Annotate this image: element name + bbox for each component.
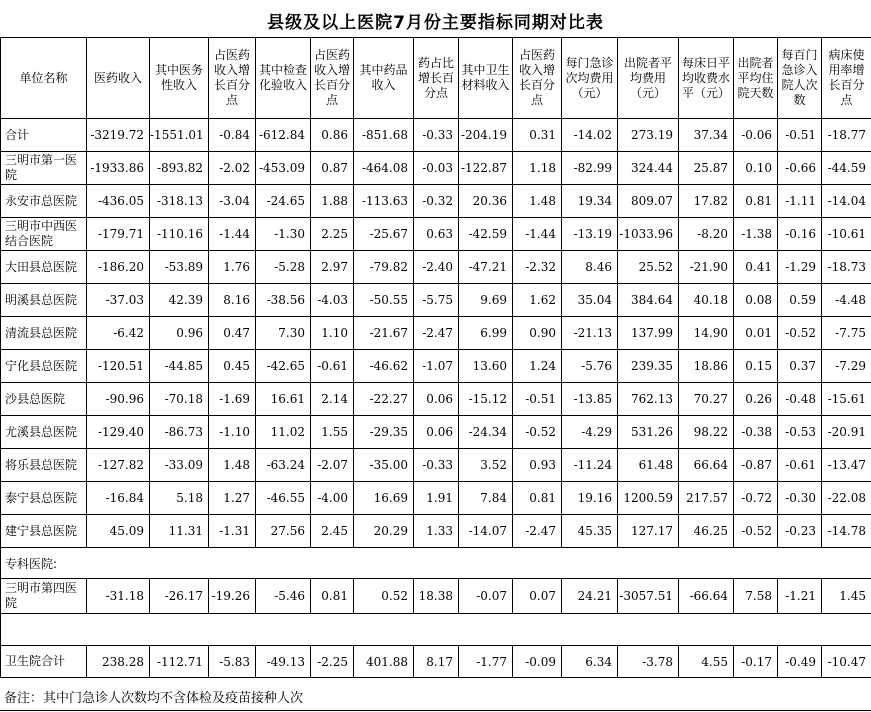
data-cell: -0.09	[513, 646, 562, 678]
data-cell: -21.13	[562, 317, 618, 350]
data-cell: -4.00	[311, 482, 354, 515]
data-cell: 13.60	[459, 350, 513, 383]
data-cell: -120.51	[87, 350, 150, 383]
data-cell: -1.10	[209, 416, 256, 449]
data-cell: -3219.72	[87, 119, 150, 152]
row-label: 将乐县总医院	[1, 449, 87, 482]
column-header: 医药收入	[87, 38, 150, 119]
data-cell: -113.63	[354, 185, 414, 218]
data-cell: -453.09	[256, 152, 311, 185]
data-cell: 4.55	[679, 646, 734, 678]
data-cell: 0.87	[311, 152, 354, 185]
data-cell: -0.06	[734, 119, 778, 152]
data-cell: -13.19	[562, 218, 618, 251]
row-label: 明溪县总医院	[1, 284, 87, 317]
data-cell: -318.13	[150, 185, 209, 218]
column-header: 每门急诊次均费用（元）	[562, 38, 618, 119]
data-cell: 1.55	[311, 416, 354, 449]
data-cell: -22.27	[354, 383, 414, 416]
data-cell: 9.69	[459, 284, 513, 317]
data-cell: 1.48	[513, 185, 562, 218]
page-title: 县级及以上医院7月份主要指标同期对比表	[267, 13, 604, 33]
data-cell: 238.28	[87, 646, 150, 678]
data-cell: -1.31	[209, 515, 256, 548]
data-cell: 8.46	[562, 251, 618, 284]
data-cell: -3.04	[209, 185, 256, 218]
data-cell: 1.27	[209, 482, 256, 515]
data-cell: 16.61	[256, 383, 311, 416]
data-cell: -2.40	[414, 251, 459, 284]
data-cell: -5.46	[256, 579, 311, 614]
data-cell: -112.71	[150, 646, 209, 678]
data-cell: 1.45	[822, 579, 871, 614]
data-cell: -1.77	[459, 646, 513, 678]
data-cell: -11.24	[562, 449, 618, 482]
data-cell: -0.30	[778, 482, 822, 515]
data-cell: -50.55	[354, 284, 414, 317]
column-header: 出院者平均住院天数	[734, 38, 778, 119]
data-cell: 46.25	[679, 515, 734, 548]
table-row	[1, 579, 871, 614]
data-cell: -0.48	[778, 383, 822, 416]
data-cell: -2.47	[414, 317, 459, 350]
data-cell: 0.96	[150, 317, 209, 350]
data-cell: -47.21	[459, 251, 513, 284]
row-label: 大田县总医院	[1, 251, 87, 284]
data-cell: -66.64	[679, 579, 734, 614]
data-cell: 70.27	[679, 383, 734, 416]
data-cell: 37.34	[679, 119, 734, 152]
data-cell: -4.29	[562, 416, 618, 449]
data-cell: -204.19	[459, 119, 513, 152]
data-cell: -2.25	[311, 646, 354, 678]
data-cell: -37.03	[87, 284, 150, 317]
data-cell: 7.84	[459, 482, 513, 515]
data-cell: 42.39	[150, 284, 209, 317]
data-cell: -0.33	[414, 119, 459, 152]
table-row	[1, 152, 871, 185]
data-cell: 7.58	[734, 579, 778, 614]
data-cell: 0.81	[513, 482, 562, 515]
data-cell: 20.29	[354, 515, 414, 548]
data-cell: -21.67	[354, 317, 414, 350]
data-cell: -31.18	[87, 579, 150, 614]
data-cell: -1.21	[778, 579, 822, 614]
row-label: 清流县总医院	[1, 317, 87, 350]
data-cell: -14.07	[459, 515, 513, 548]
data-cell: 45.09	[87, 515, 150, 548]
data-cell: -24.34	[459, 416, 513, 449]
table-body	[1, 119, 871, 678]
data-cell: -1.11	[778, 185, 822, 218]
data-cell: -35.00	[354, 449, 414, 482]
data-cell: 1.24	[513, 350, 562, 383]
table-row	[1, 284, 871, 317]
data-cell: -16.84	[87, 482, 150, 515]
data-cell: -0.61	[778, 449, 822, 482]
column-header: 每床日平均收费水平（元）	[679, 38, 734, 119]
column-header: 每百门急诊入院人次数	[778, 38, 822, 119]
data-cell: -0.03	[414, 152, 459, 185]
data-cell: 401.88	[354, 646, 414, 678]
data-cell: 18.38	[414, 579, 459, 614]
row-label: 卫生院合计	[1, 646, 87, 678]
data-cell: -122.87	[459, 152, 513, 185]
data-cell: 16.69	[354, 482, 414, 515]
data-cell: -0.87	[734, 449, 778, 482]
data-cell: -7.29	[822, 350, 871, 383]
data-cell: -46.62	[354, 350, 414, 383]
data-cell: -851.68	[354, 119, 414, 152]
data-cell: -33.09	[150, 449, 209, 482]
table-row	[1, 119, 871, 152]
data-cell: 25.87	[679, 152, 734, 185]
data-cell: -10.47	[822, 646, 871, 678]
data-cell: -0.72	[734, 482, 778, 515]
data-cell: -0.53	[778, 416, 822, 449]
spacer-row	[1, 614, 871, 646]
data-cell: 217.57	[679, 482, 734, 515]
data-cell: 1.48	[209, 449, 256, 482]
data-cell: 11.02	[256, 416, 311, 449]
footnote: 备注：其中门急诊人次数均不含体检及疫苗接种人次	[4, 691, 304, 706]
data-cell: 0.26	[734, 383, 778, 416]
data-cell: -0.07	[459, 579, 513, 614]
data-cell: 19.34	[562, 185, 618, 218]
column-header: 占医药收入增长百分点	[513, 38, 562, 119]
table-row	[1, 383, 871, 416]
data-cell: -18.77	[822, 119, 871, 152]
data-cell: 0.90	[513, 317, 562, 350]
data-cell: -24.65	[256, 185, 311, 218]
data-cell: -38.56	[256, 284, 311, 317]
row-label: 泰宁县总医院	[1, 482, 87, 515]
data-cell: -70.18	[150, 383, 209, 416]
data-cell: 137.99	[618, 317, 679, 350]
data-cell: 127.17	[618, 515, 679, 548]
data-cell: -2.07	[311, 449, 354, 482]
section-row	[1, 548, 871, 579]
data-cell: -1.69	[209, 383, 256, 416]
data-cell: -42.65	[256, 350, 311, 383]
column-header: 占医药收入增长百分点	[209, 38, 256, 119]
column-header: 占医药收入增长百分点	[311, 38, 354, 119]
data-cell: -26.17	[150, 579, 209, 614]
data-cell: 0.81	[734, 185, 778, 218]
row-label: 三明市第四医院	[1, 579, 87, 614]
data-cell: 0.93	[513, 449, 562, 482]
row-label: 合计	[1, 119, 87, 152]
table-row	[1, 646, 871, 678]
data-cell: -22.08	[822, 482, 871, 515]
section-label: 专科医院:	[1, 548, 871, 579]
table-row	[1, 482, 871, 515]
data-cell: -436.05	[87, 185, 150, 218]
data-cell: -82.99	[562, 152, 618, 185]
data-cell: -0.49	[778, 646, 822, 678]
data-cell: 0.37	[778, 350, 822, 383]
data-cell: -612.84	[256, 119, 311, 152]
data-cell: 2.45	[311, 515, 354, 548]
data-cell: -3057.51	[618, 579, 679, 614]
data-cell: 1.88	[311, 185, 354, 218]
data-cell: 0.06	[414, 416, 459, 449]
data-cell: -5.76	[562, 350, 618, 383]
data-cell: 8.16	[209, 284, 256, 317]
data-cell: 0.31	[513, 119, 562, 152]
data-cell: -53.89	[150, 251, 209, 284]
data-cell: -0.17	[734, 646, 778, 678]
data-cell: -15.12	[459, 383, 513, 416]
data-cell: 809.07	[618, 185, 679, 218]
bottom-divider	[0, 710, 871, 711]
data-cell: 1.33	[414, 515, 459, 548]
data-cell: -44.85	[150, 350, 209, 383]
data-cell: -1.44	[513, 218, 562, 251]
data-cell: -46.55	[256, 482, 311, 515]
data-cell: -14.02	[562, 119, 618, 152]
table-row	[1, 350, 871, 383]
data-cell: 17.82	[679, 185, 734, 218]
data-cell: -3.78	[618, 646, 679, 678]
data-cell: -86.73	[150, 416, 209, 449]
data-cell: 2.97	[311, 251, 354, 284]
data-cell: -49.13	[256, 646, 311, 678]
table-row	[1, 218, 871, 251]
data-cell: -14.78	[822, 515, 871, 548]
data-cell: -90.96	[87, 383, 150, 416]
data-cell: 0.52	[354, 579, 414, 614]
data-cell: 762.13	[618, 383, 679, 416]
data-cell: -464.08	[354, 152, 414, 185]
data-cell: -893.82	[150, 152, 209, 185]
data-cell: -6.42	[87, 317, 150, 350]
data-cell: -1.38	[734, 218, 778, 251]
data-cell: 11.31	[150, 515, 209, 548]
data-cell: 18.86	[679, 350, 734, 383]
data-cell: 1.76	[209, 251, 256, 284]
data-cell: 0.07	[513, 579, 562, 614]
column-header: 出院者平均费用（元）	[618, 38, 679, 119]
data-cell: 0.81	[311, 579, 354, 614]
column-header: 其中卫生材料收入	[459, 38, 513, 119]
data-cell: 531.26	[618, 416, 679, 449]
row-label: 建宁县总医院	[1, 515, 87, 548]
data-cell: -2.02	[209, 152, 256, 185]
data-cell: -15.61	[822, 383, 871, 416]
data-cell: -13.47	[822, 449, 871, 482]
data-cell: 6.99	[459, 317, 513, 350]
data-cell: 0.59	[778, 284, 822, 317]
data-cell: 20.36	[459, 185, 513, 218]
column-header: 其中药品收入	[354, 38, 414, 119]
data-cell: -4.48	[822, 284, 871, 317]
data-cell: -7.75	[822, 317, 871, 350]
data-cell: 2.25	[311, 218, 354, 251]
data-cell: -0.52	[513, 416, 562, 449]
data-cell: -0.33	[414, 449, 459, 482]
data-cell: -0.32	[414, 185, 459, 218]
data-cell: -20.91	[822, 416, 871, 449]
data-cell: 0.01	[734, 317, 778, 350]
data-cell: -18.73	[822, 251, 871, 284]
data-cell: -0.38	[734, 416, 778, 449]
data-cell: 1200.59	[618, 482, 679, 515]
report-table	[0, 37, 871, 678]
data-cell: 35.04	[562, 284, 618, 317]
data-cell: -1033.96	[618, 218, 679, 251]
data-cell: -1933.86	[87, 152, 150, 185]
data-cell: -10.61	[822, 218, 871, 251]
data-cell: -0.61	[311, 350, 354, 383]
data-cell: -8.20	[679, 218, 734, 251]
row-label: 永安市总医院	[1, 185, 87, 218]
data-cell: -14.04	[822, 185, 871, 218]
data-cell: 61.48	[618, 449, 679, 482]
data-cell: -13.85	[562, 383, 618, 416]
data-cell: 24.21	[562, 579, 618, 614]
data-cell: -110.16	[150, 218, 209, 251]
table-row	[1, 251, 871, 284]
data-cell: -1551.01	[150, 119, 209, 152]
table-row	[1, 416, 871, 449]
data-cell: 1.18	[513, 152, 562, 185]
data-cell: -5.83	[209, 646, 256, 678]
data-cell: -0.51	[513, 383, 562, 416]
data-cell: 0.08	[734, 284, 778, 317]
data-cell: -1.07	[414, 350, 459, 383]
data-cell: 3.52	[459, 449, 513, 482]
data-cell: -63.24	[256, 449, 311, 482]
data-cell: -21.90	[679, 251, 734, 284]
data-cell: 66.64	[679, 449, 734, 482]
data-cell: 0.41	[734, 251, 778, 284]
data-cell: 5.18	[150, 482, 209, 515]
row-label: 尤溪县总医院	[1, 416, 87, 449]
data-cell: -0.52	[778, 317, 822, 350]
data-cell: 98.22	[679, 416, 734, 449]
table-row	[1, 449, 871, 482]
data-cell: -0.51	[778, 119, 822, 152]
row-label: 宁化县总医院	[1, 350, 87, 383]
data-cell: -4.03	[311, 284, 354, 317]
data-cell: 2.14	[311, 383, 354, 416]
table-row	[1, 185, 871, 218]
data-cell: 273.19	[618, 119, 679, 152]
data-cell: 8.17	[414, 646, 459, 678]
column-header: 其中医务性收入	[150, 38, 209, 119]
data-cell: 1.10	[311, 317, 354, 350]
data-cell: -5.75	[414, 284, 459, 317]
data-cell: -0.52	[734, 515, 778, 548]
data-cell: 25.52	[618, 251, 679, 284]
column-header: 单位名称	[1, 38, 87, 119]
data-cell: -1.30	[256, 218, 311, 251]
data-cell: 0.86	[311, 119, 354, 152]
row-label: 沙县总医院	[1, 383, 87, 416]
data-cell: -5.28	[256, 251, 311, 284]
data-cell: 0.47	[209, 317, 256, 350]
data-cell: 6.34	[562, 646, 618, 678]
data-cell: -29.35	[354, 416, 414, 449]
data-cell: 239.35	[618, 350, 679, 383]
column-header: 药占比增长百分点	[414, 38, 459, 119]
spacer-cell	[1, 614, 871, 646]
data-cell: 384.64	[618, 284, 679, 317]
data-cell: -129.40	[87, 416, 150, 449]
data-cell: -2.47	[513, 515, 562, 548]
data-cell: -19.26	[209, 579, 256, 614]
data-cell: -0.84	[209, 119, 256, 152]
column-header: 病床使用率增长百分点	[822, 38, 871, 119]
data-cell: -179.71	[87, 218, 150, 251]
data-cell: 45.35	[562, 515, 618, 548]
data-cell: -42.59	[459, 218, 513, 251]
data-cell: -44.59	[822, 152, 871, 185]
data-cell: -186.20	[87, 251, 150, 284]
data-cell: -1.44	[209, 218, 256, 251]
table-header	[1, 38, 871, 119]
data-cell: 1.91	[414, 482, 459, 515]
data-cell: -0.66	[778, 152, 822, 185]
data-cell: -79.82	[354, 251, 414, 284]
table-row	[1, 317, 871, 350]
column-header: 其中检查化验收入	[256, 38, 311, 119]
data-cell: -127.82	[87, 449, 150, 482]
data-cell: 0.45	[209, 350, 256, 383]
table-row	[1, 515, 871, 548]
data-cell: 0.15	[734, 350, 778, 383]
data-cell: -1.29	[778, 251, 822, 284]
data-cell: -0.23	[778, 515, 822, 548]
data-cell: 14.90	[679, 317, 734, 350]
data-cell: 0.10	[734, 152, 778, 185]
data-cell: 0.63	[414, 218, 459, 251]
data-cell: 40.18	[679, 284, 734, 317]
data-cell: 0.06	[414, 383, 459, 416]
row-label: 三明市中西医结合医院	[1, 218, 87, 251]
data-cell: 1.62	[513, 284, 562, 317]
data-cell: 7.30	[256, 317, 311, 350]
data-cell: -2.32	[513, 251, 562, 284]
data-cell: 27.56	[256, 515, 311, 548]
row-label: 三明市第一医院	[1, 152, 87, 185]
data-cell: -0.16	[778, 218, 822, 251]
data-cell: 324.44	[618, 152, 679, 185]
data-cell: -25.67	[354, 218, 414, 251]
data-cell: 19.16	[562, 482, 618, 515]
